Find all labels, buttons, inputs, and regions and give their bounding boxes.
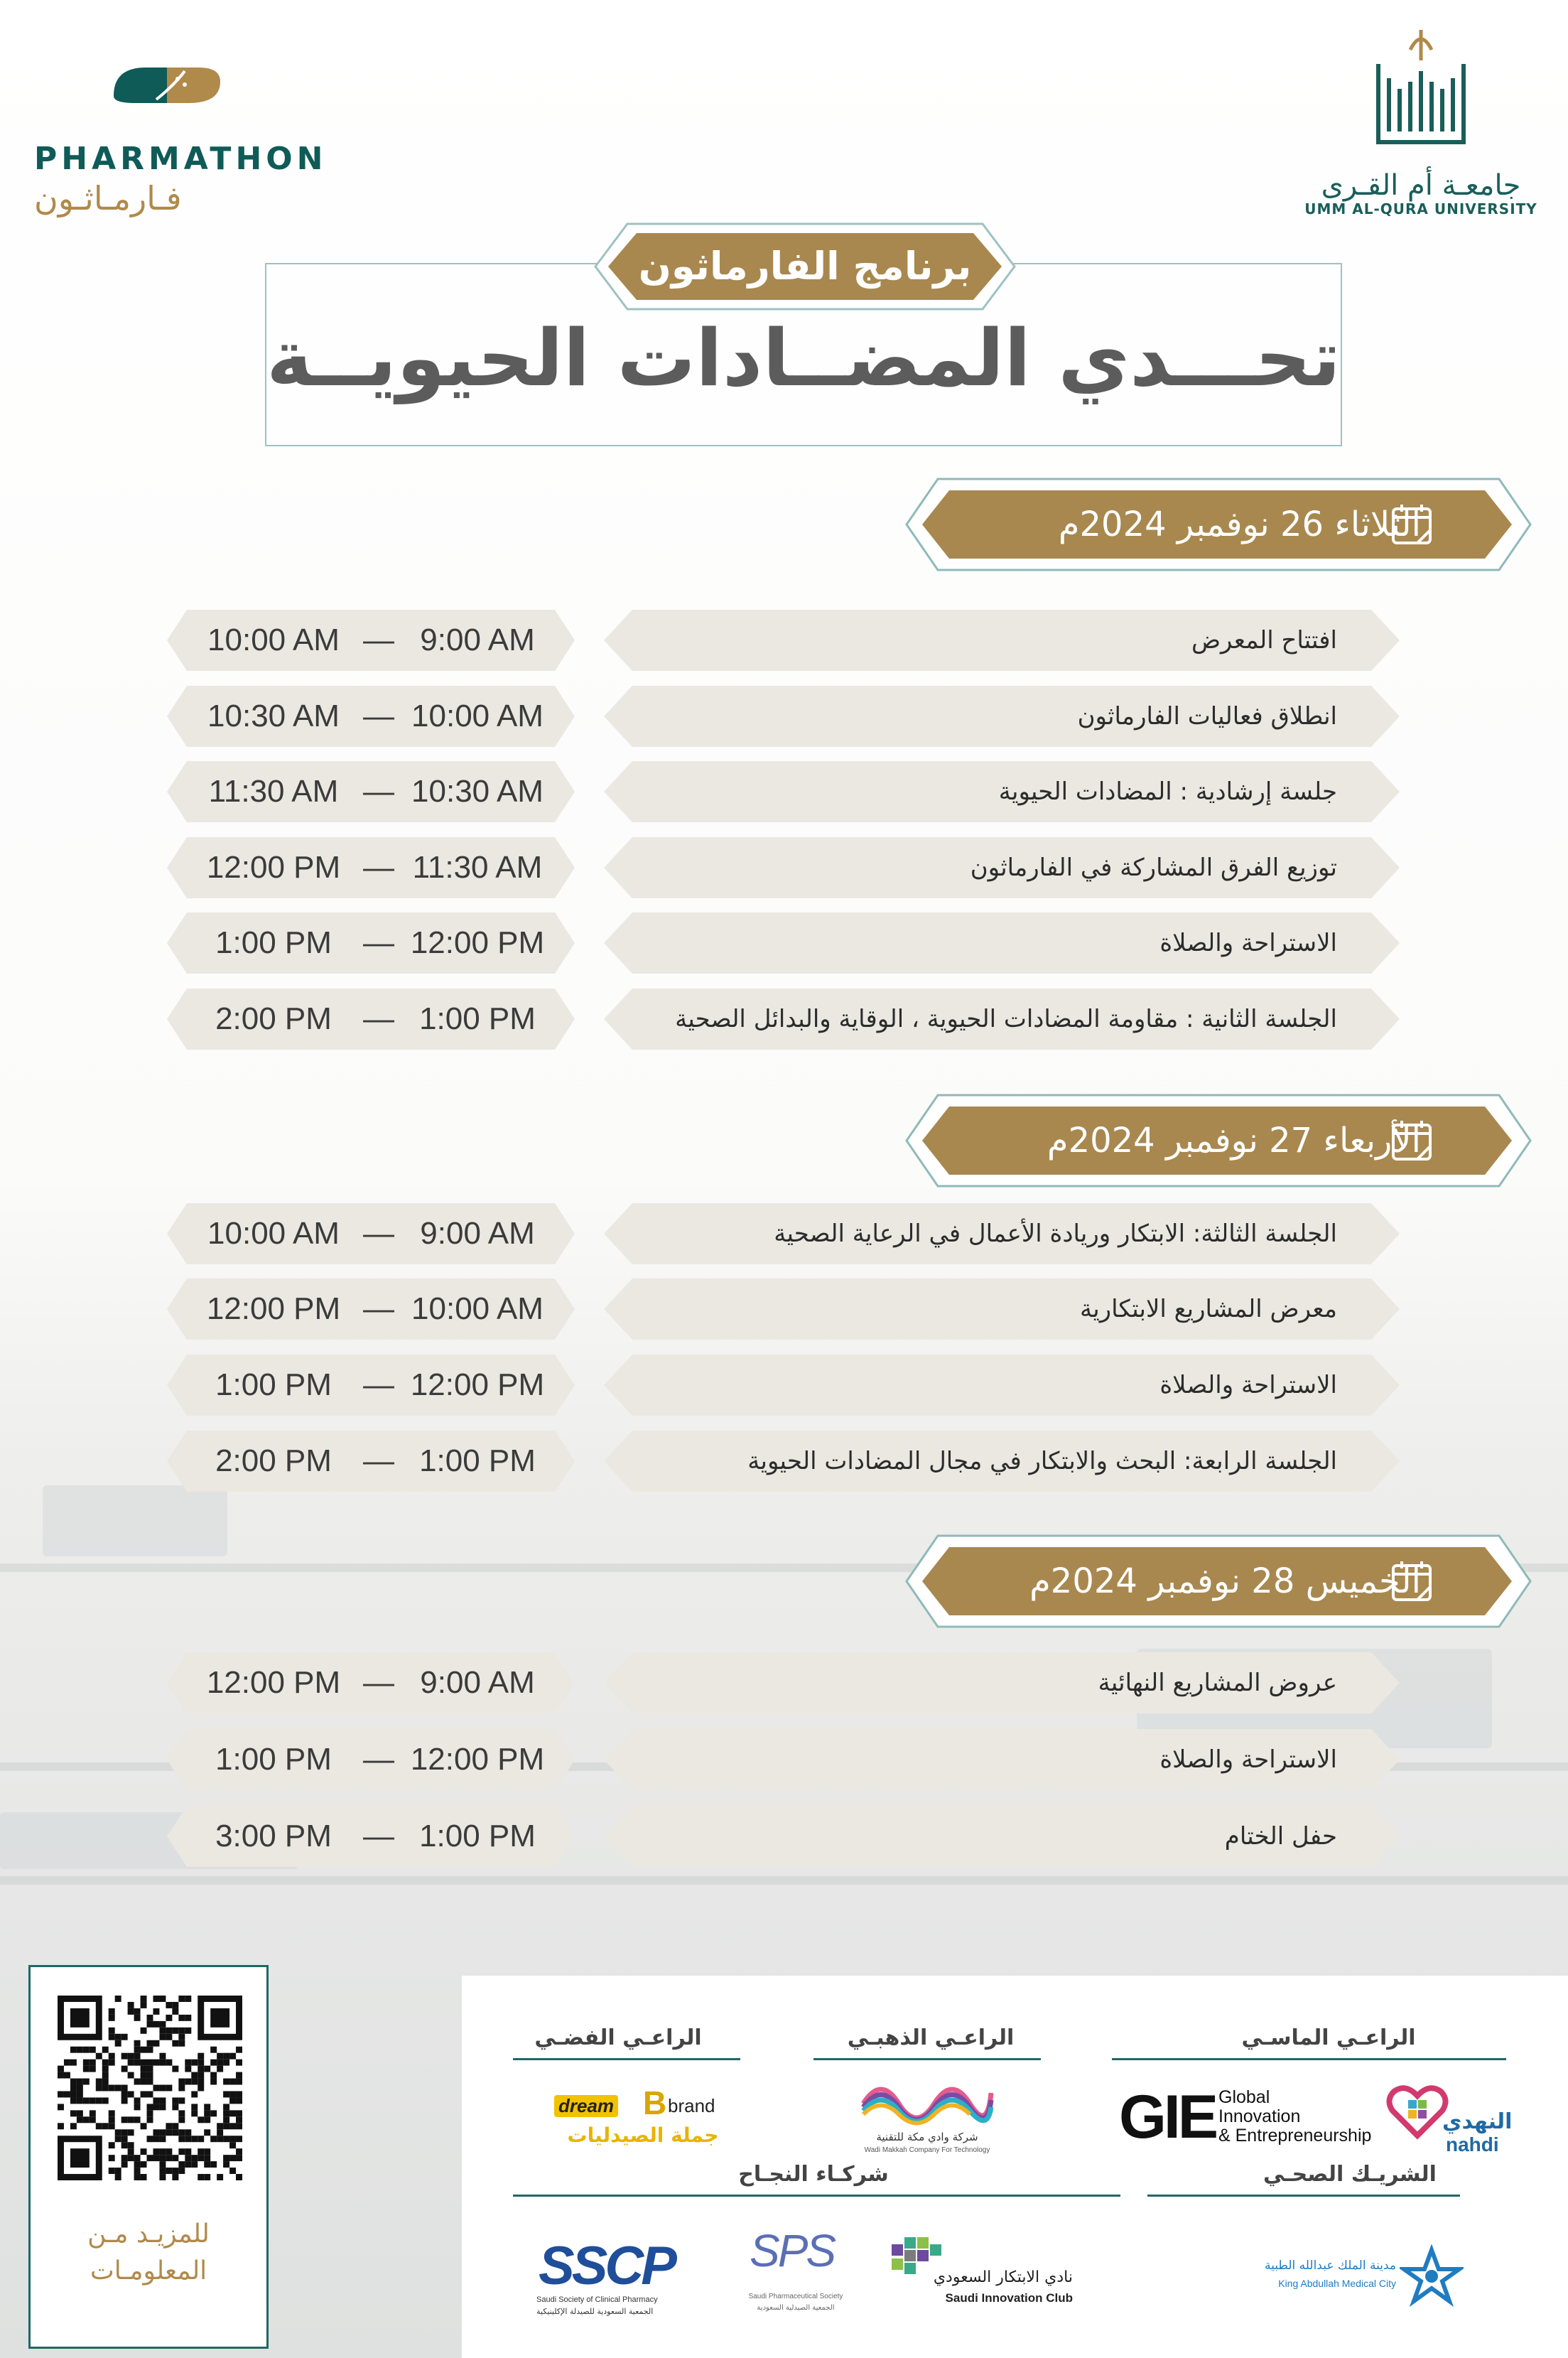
activity-label: الاستراحة والصلاة [1159, 929, 1337, 957]
session-time [167, 1278, 575, 1340]
session-end-time: 2:00 PM [215, 1443, 332, 1478]
session-end-time: 1:00 PM [215, 1742, 332, 1777]
day-label: الأربعاء 27 نوفمبر 2024م [1047, 1121, 1421, 1161]
time-separator: — [363, 1367, 394, 1402]
session-end-time: 12:00 PM [206, 1291, 341, 1326]
activity-label: الاستراحة والصلاة [1159, 1371, 1337, 1399]
session-activity [604, 1652, 1400, 1713]
session-end-time: 11:30 AM [208, 774, 339, 809]
session-activity [604, 989, 1400, 1050]
sps-mark: SPS [750, 2225, 835, 2276]
session-activity [604, 1806, 1400, 1867]
sponsors-panel [462, 1976, 1568, 2358]
session-start-time: 9:00 AM [420, 623, 535, 657]
university-name-ar: جامعـة أم القـرى [1321, 169, 1521, 202]
divider [513, 2058, 740, 2060]
gie-wordmark [1218, 2088, 1371, 2146]
session-start-time: 9:00 AM [420, 1665, 535, 1700]
background-box [43, 1485, 227, 1556]
health-partner-heading: الشريـك الصحـي [1263, 2162, 1437, 2187]
time-separator: — [363, 1001, 394, 1036]
success-partners-heading: شركـاء النجـاح [738, 2162, 889, 2187]
dream-wordmark: dream [554, 2095, 618, 2117]
wadi-makkah-name-en: Wadi Makkah Company For Technology [864, 2146, 990, 2154]
more-info-line1: للمزيـد مـن [87, 2219, 210, 2249]
activity-label: معرض المشاريع الابتكارية [1079, 1295, 1337, 1323]
pharmacy-campaign-name: جملة الصيدليات [567, 2123, 719, 2147]
session-activity [604, 1278, 1400, 1340]
session-start-time: 1:00 PM [419, 1001, 536, 1036]
activity-label: الاستراحة والصلاة [1159, 1745, 1337, 1774]
activity-label: الجلسة الثالثة: الابتكار وريادة الأعمال في الرعاية الصحية [774, 1220, 1337, 1248]
wadi-makkah-logo-icon [860, 2072, 995, 2128]
session-time [167, 1355, 575, 1416]
day-label: الثلاثاء 26 نوفمبر 2024م [1058, 505, 1421, 544]
time-separator: — [363, 1665, 394, 1700]
diamond-sponsor-heading: الراعـي الماسـي [1241, 2025, 1416, 2050]
session-activity [604, 912, 1400, 974]
kamc-logo-icon [1400, 2244, 1464, 2308]
time-separator: — [363, 774, 394, 809]
session-activity [604, 686, 1400, 747]
session-start-time: 10:30 AM [411, 774, 544, 809]
session-time [167, 1806, 575, 1867]
qr-code-icon[interactable] [58, 1996, 242, 2180]
session-time [167, 1431, 575, 1492]
sic-name-ar: نادي الابتكار السعودي [933, 2268, 1073, 2286]
calendar-icon [1389, 502, 1434, 547]
session-time [167, 1203, 575, 1264]
day-banner [902, 1091, 1535, 1190]
sic-name-en: Saudi Innovation Club [945, 2291, 1073, 2305]
gold-sponsor-heading: الراعـي الذهبـي [847, 2025, 1015, 2050]
session-end-time: 2:00 PM [215, 1001, 332, 1036]
pharmathon-name-en: PHARMATHON [34, 141, 328, 177]
session-time [167, 686, 575, 747]
kamc-name-en: King Abdullah Medical City [1278, 2278, 1396, 2289]
time-separator: — [363, 1742, 394, 1777]
gie-mark: GIE [1119, 2083, 1216, 2151]
divider [1112, 2058, 1506, 2060]
day-label: الخميس 28 نوفمبر 2024م [1029, 1561, 1421, 1601]
session-time [167, 989, 575, 1050]
nahdi-logo-icon [1385, 2079, 1449, 2143]
session-time [167, 912, 575, 974]
divider [1147, 2195, 1460, 2197]
session-activity [604, 761, 1400, 822]
session-start-time: 11:30 AM [412, 850, 543, 885]
university-logo-icon [1371, 21, 1471, 156]
wadi-makkah-name-ar: شركة وادي مكة للتقنية [876, 2131, 978, 2143]
session-start-time: 1:00 PM [419, 1819, 536, 1853]
time-separator: — [363, 925, 394, 960]
sscp-name-ar: الجمعية السعودية للصيدلة الإكلينيكية [536, 2307, 654, 2316]
session-activity [604, 1355, 1400, 1416]
sscp-name-en: Saudi Society of Clinical Pharmacy [536, 2295, 658, 2304]
sscp-mark: SSCP [539, 2236, 674, 2296]
pharmathon-name-ar: فـارمـاثـون [34, 179, 182, 217]
university-name-en: UMM AL-QURA UNIVERSITY [1304, 200, 1537, 217]
day-banner [902, 1531, 1535, 1631]
time-separator: — [363, 1216, 394, 1251]
kamc-name-ar: مدينة الملك عبدالله الطبية [1265, 2259, 1396, 2273]
session-end-time: 12:00 PM [206, 1665, 341, 1700]
session-time [167, 1652, 575, 1713]
session-start-time: 1:00 PM [419, 1443, 536, 1478]
activity-label: حفل الختام [1224, 1822, 1337, 1851]
time-separator: — [363, 623, 394, 657]
qr-panel [28, 1965, 269, 2349]
activity-label: افتتاح المعرض [1191, 626, 1337, 655]
gie-line2: Innovation [1218, 2106, 1301, 2126]
activity-label: جلسة إرشادية : المضادات الحيوية [998, 777, 1337, 806]
page-title: تحـــدي المضــادات الحيويــة [266, 313, 1341, 404]
background-shelf [0, 1876, 1568, 1885]
gie-line1: Global [1218, 2087, 1270, 2107]
sps-name-en: Saudi Pharmaceutical Society [748, 2293, 843, 2300]
activity-label: عروض المشاريع النهائية [1098, 1669, 1337, 1697]
gie-line3: & Entrepreneurship [1218, 2126, 1372, 2146]
session-time [167, 610, 575, 671]
session-end-time: 10:00 AM [207, 1216, 340, 1251]
session-end-time: 10:00 AM [207, 623, 340, 657]
session-end-time: 1:00 PM [215, 1367, 332, 1402]
session-time [167, 761, 575, 822]
session-end-time: 1:00 PM [215, 925, 332, 960]
session-start-time: 10:00 AM [411, 1291, 544, 1326]
session-activity [604, 1203, 1400, 1264]
day-banner [902, 475, 1535, 574]
session-start-time: 12:00 PM [410, 1367, 545, 1402]
activity-label: توزيع الفرق المشاركة في الفارماثون [970, 854, 1337, 882]
silver-sponsor-heading: الراعـي الفضـي [534, 2025, 702, 2050]
nahdi-name-ar: النهدي [1442, 2109, 1513, 2134]
brand-b-mark: B [643, 2084, 667, 2121]
session-time [167, 837, 575, 898]
session-start-time: 9:00 AM [420, 1216, 535, 1251]
brand-wordmark: brand [668, 2095, 715, 2116]
session-time [167, 1729, 575, 1790]
session-activity [604, 1431, 1400, 1492]
session-end-time: 10:30 AM [207, 699, 340, 733]
program-label: برنامج الفارماثون [638, 244, 972, 289]
time-separator: — [363, 1291, 394, 1326]
session-activity [604, 1729, 1400, 1790]
session-activity [604, 837, 1400, 898]
time-separator: — [363, 699, 394, 733]
nahdi-name-en: nahdi [1446, 2133, 1499, 2155]
more-info-caption [31, 2216, 266, 2290]
activity-label: الجلسة الرابعة: البحث والابتكار في مجال المضادات الحيوية [747, 1447, 1337, 1475]
activity-label: انطلاق فعاليات الفارماثون [1077, 702, 1337, 731]
calendar-icon [1389, 1558, 1434, 1604]
time-separator: — [363, 1443, 394, 1478]
more-info-line2: المعلومـات [90, 2256, 207, 2286]
time-separator: — [363, 850, 394, 885]
session-end-time: 12:00 PM [206, 850, 341, 885]
divider [813, 2058, 1041, 2060]
sps-name-ar: الجمعية الصيدلية السعودية [757, 2304, 835, 2312]
time-separator: — [363, 1819, 394, 1853]
divider [513, 2195, 1120, 2197]
pharmathon-logo-icon [107, 60, 227, 110]
session-end-time: 3:00 PM [215, 1819, 332, 1853]
session-start-time: 12:00 PM [410, 1742, 545, 1777]
calendar-icon [1389, 1118, 1434, 1163]
session-start-time: 10:00 AM [411, 699, 544, 733]
session-activity [604, 610, 1400, 671]
session-start-time: 12:00 PM [410, 925, 545, 960]
activity-label: الجلسة الثانية : مقاومة المضادات الحيوية ، الوقاية والبدائل الصحية [675, 1005, 1337, 1033]
